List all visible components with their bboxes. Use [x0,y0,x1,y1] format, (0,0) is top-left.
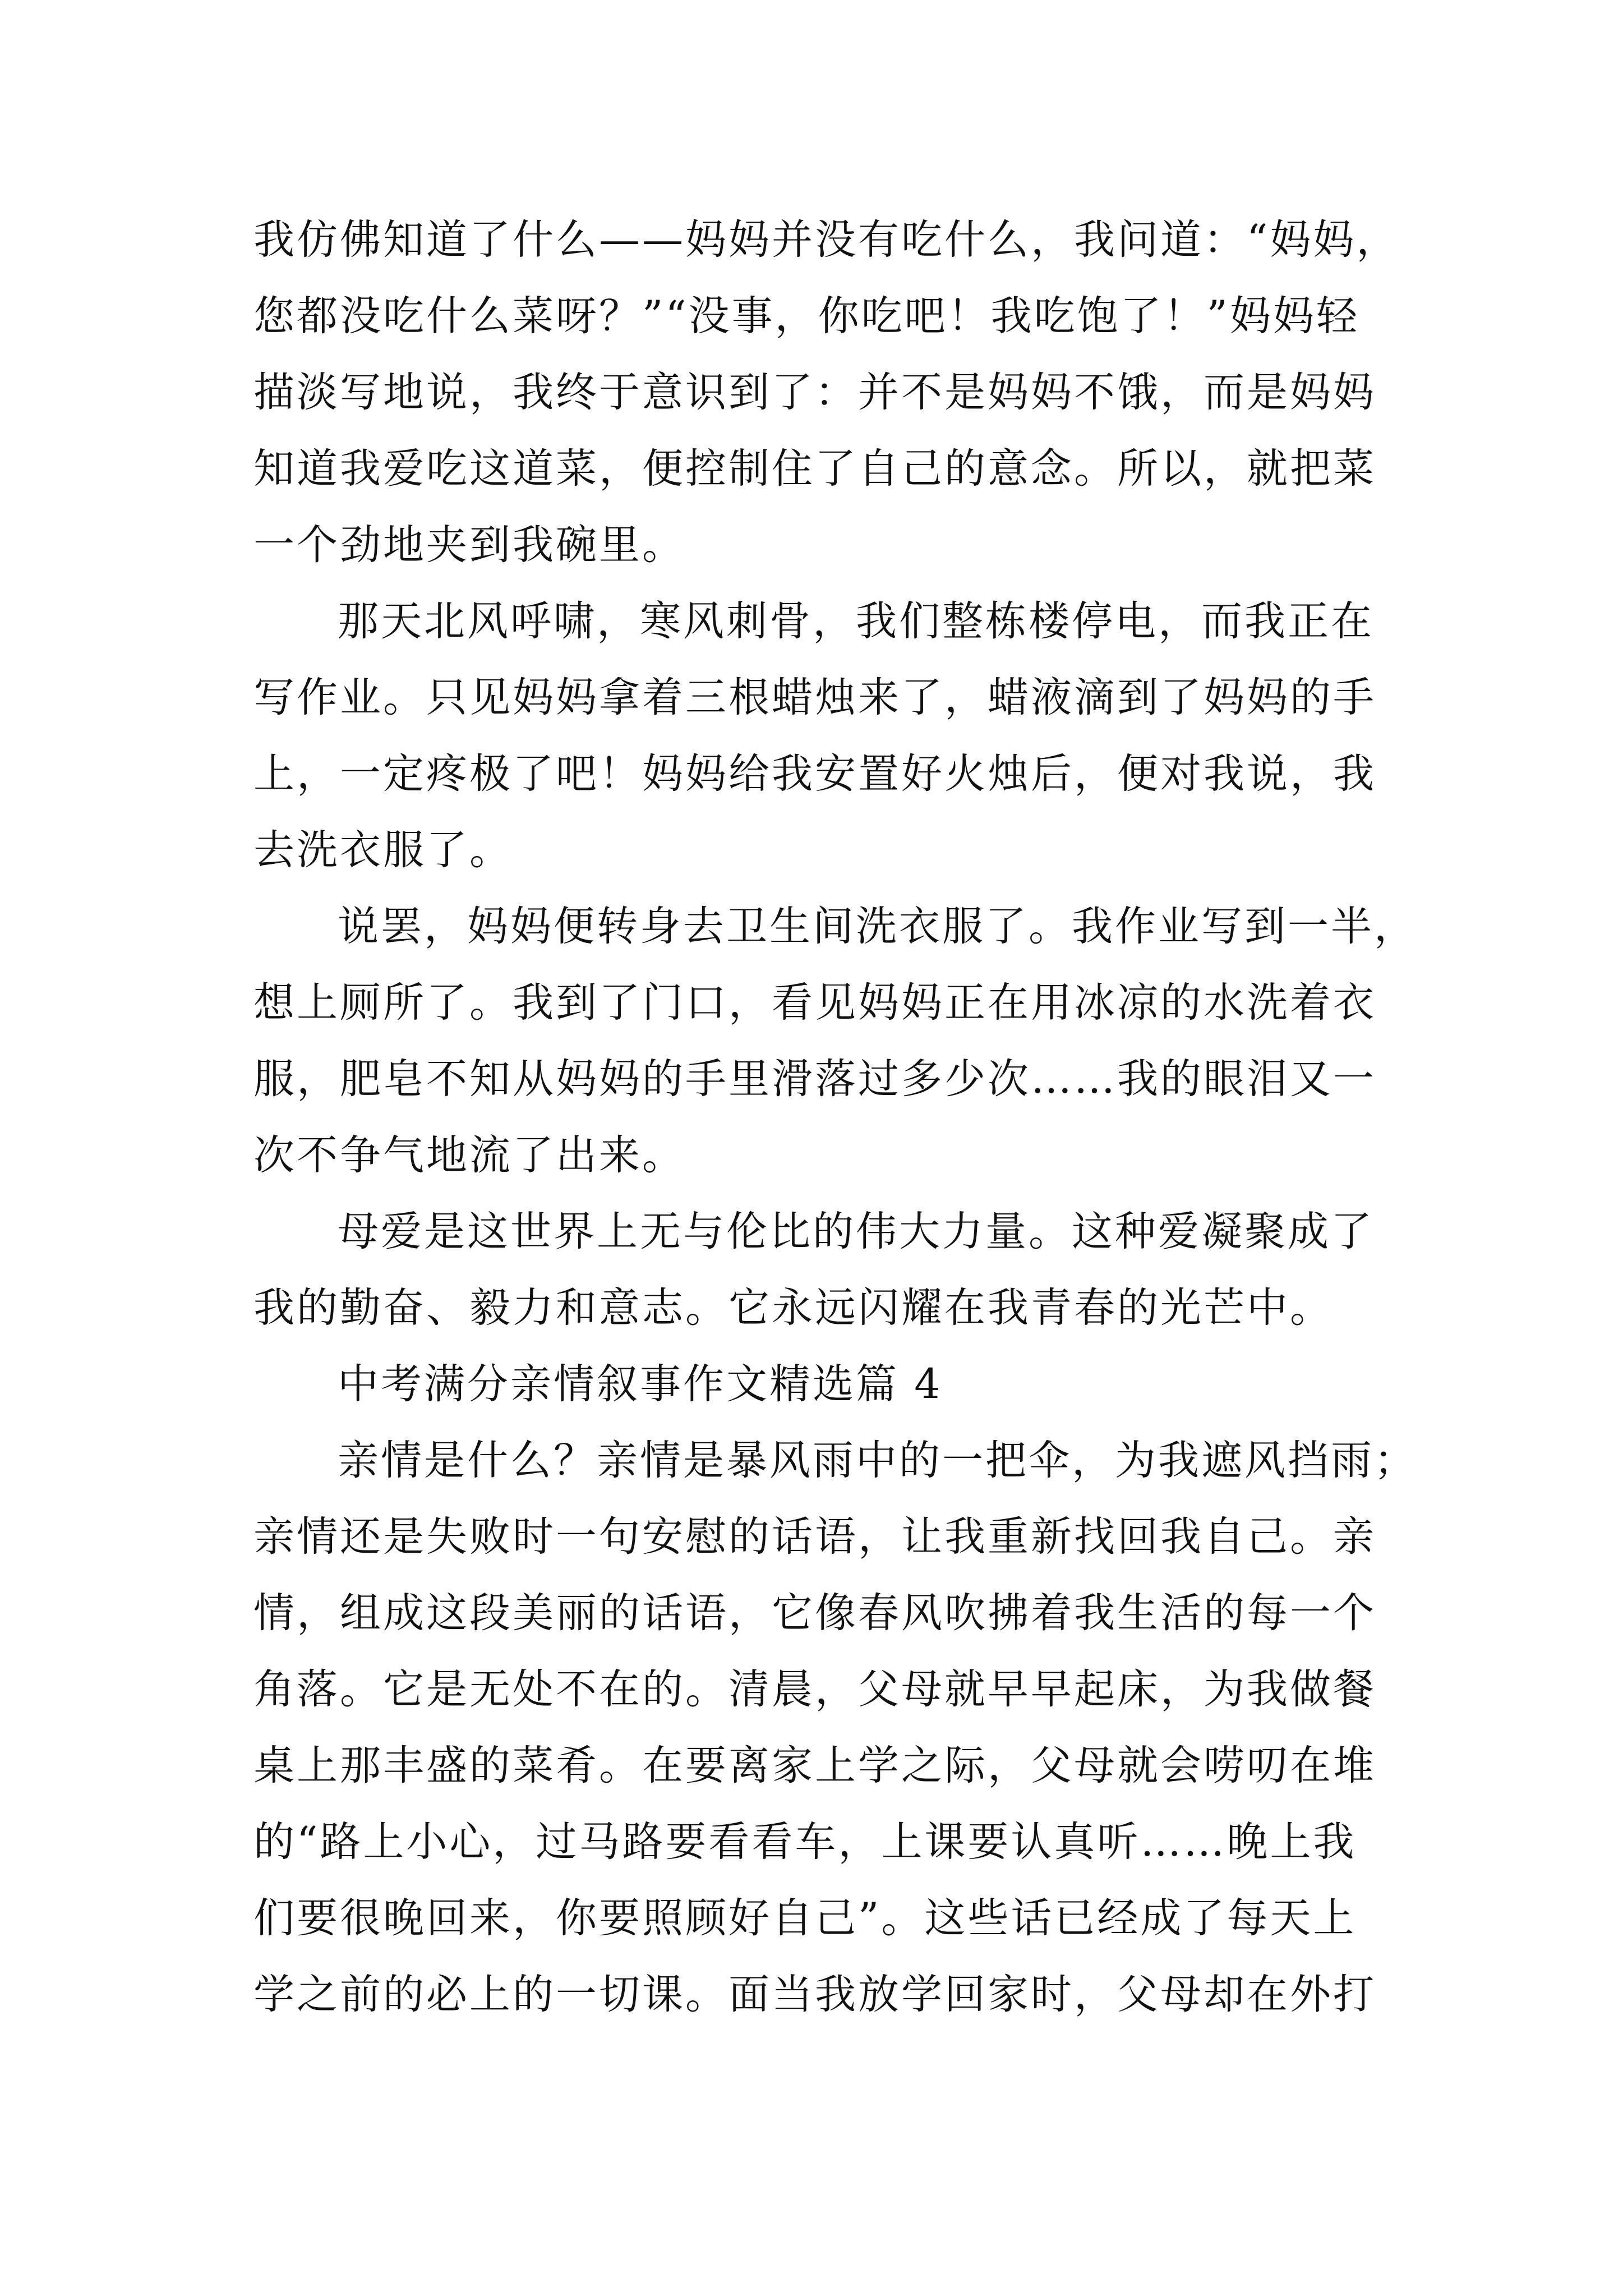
text-line: 桌上那丰盛的菜肴。在要离家上学之际，父母就会唠叨在堆 [253,1742,1376,1789]
text-line: 去洗衣服了。 [253,826,513,874]
text-line: 我仿佛知道了什么——妈妈并没有吃什么，我问道：“妈妈， [253,216,1400,264]
paragraph-start-line: 母爱是这世界上无与伦比的伟大力量。这种爱凝聚成了 [338,1208,1374,1255]
text-line: 情，组成这段美丽的话语，它像春风吹拂着我生活的每一个 [253,1589,1376,1637]
text-line: 我的勤奋、毅力和意志。它永远闪耀在我青春的光芒中。 [253,1284,1333,1332]
text-line: 们要很晚回来，你要照顾好自己”。这些话已经成了每天上 [253,1894,1357,1942]
paragraph-start-line: 亲情是什么？亲情是暴风雨中的一把伞，为我遮风挡雨； [338,1437,1417,1484]
body-text [253,202,1417,2033]
text-line: 学之前的必上的一切课。面当我放学回家时，父母却在外打 [253,1971,1376,2018]
text-line: 想上厕所了。我到了门口，看见妈妈正在用冰凉的水洗着衣 [253,979,1376,1027]
text-line: 上，一定疼极了吧！妈妈给我安置好火烛后，便对我说，我 [253,750,1376,798]
text-line: 次不争气地流了出来。 [253,1131,685,1179]
text-line: 知道我爱吃这道菜，便控制住了自己的意念。所以，就把菜 [253,445,1376,493]
text-line: 角落。它是无处不在的。清晨，父母就早早起床，为我做餐 [253,1665,1376,1713]
text-line: 亲情还是失败时一句安慰的话语，让我重新找回我自己。亲 [253,1513,1376,1561]
text-line: 写作业。只见妈妈拿着三根蜡烛来了，蜡液滴到了妈妈的手 [253,674,1376,721]
section-heading: 中考满分亲情叙事作文精选篇 4 [338,1360,943,1408]
text-line: 您都没吃什么菜呀？”“没事，你吃吧！我吃饱了！”妈妈轻 [253,292,1359,340]
paragraph-start-line: 说罢，妈妈便转身去卫生间洗衣服了。我作业写到一半， [338,903,1417,950]
paragraph-start-line: 那天北风呼啸，寒风刺骨，我们整栋楼停电，而我正在 [338,597,1374,645]
text-line: 服，肥皂不知从妈妈的手里滑落过多少次……我的眼泪又一 [253,1055,1376,1103]
text-line: 一个劲地夹到我碗里。 [253,521,685,569]
text-line: 的“路上小心，过马路要看看车，上课要认真听……晚上我 [253,1818,1357,1866]
text-line: 描淡写地说，我终于意识到了：并不是妈妈不饿，而是妈妈 [253,369,1376,416]
